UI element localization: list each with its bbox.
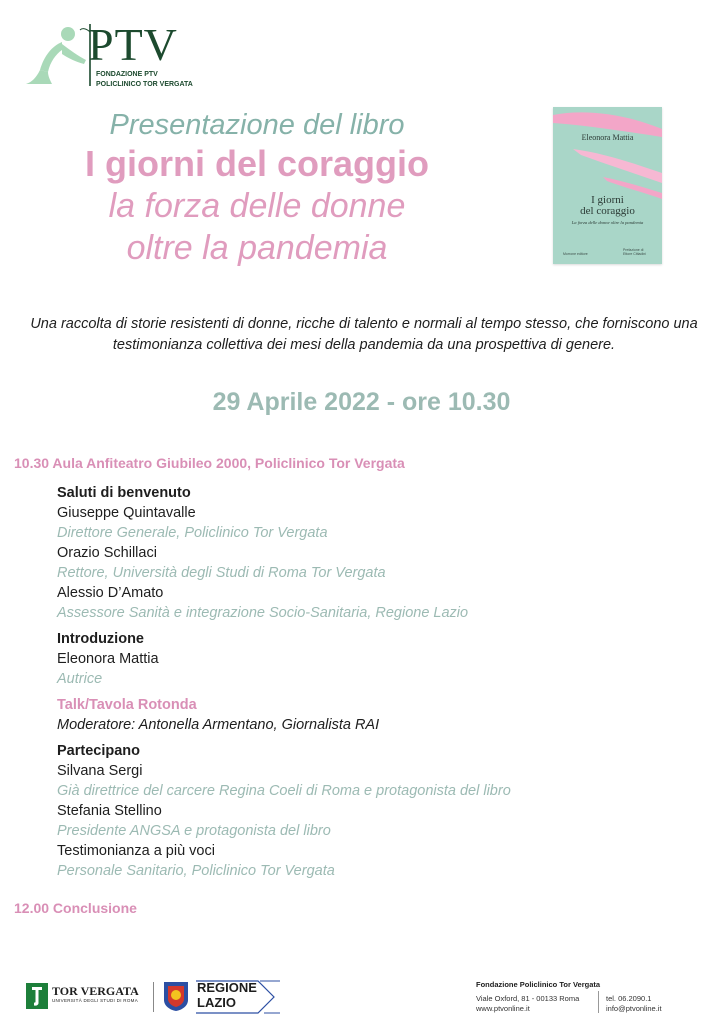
ptv-logo-figure-icon xyxy=(22,20,94,92)
section-heading: Partecipano xyxy=(57,743,140,759)
speaker-name: Silvana Sergi xyxy=(57,763,143,779)
footer-address: Viale Oxford, 81 - 00133 Roma xyxy=(476,994,580,1003)
book-cover-title-2: del coraggio xyxy=(580,205,635,217)
talk-heading: Talk/Tavola Rotonda xyxy=(57,697,197,713)
book-cover-title-1: I giorni xyxy=(591,194,624,206)
book-cover-author: Eleonora Mattia xyxy=(581,133,634,142)
speaker-name: Testimonianza a più voci xyxy=(57,843,215,859)
book-cover-publisher: Morrone editore xyxy=(563,252,588,256)
event-location: 10.30 Aula Anfiteatro Giubileo 2000, Policlinico Tor Vergata xyxy=(14,455,405,471)
footer-website[interactable]: www.ptvonline.it xyxy=(476,1004,530,1013)
petal-illustration-icon xyxy=(553,107,662,264)
regione-lazio-text-1: REGIONE xyxy=(197,980,257,995)
ptv-logo-text: PTV xyxy=(88,19,178,70)
ptv-logo-subtitle-2: POLICLINICO TOR VERGATA xyxy=(96,81,193,88)
tor-vergata-name: TOR VERGATA xyxy=(52,984,139,998)
speaker-role: Assessore Sanità e integrazione Socio-Sanitaria, Regione Lazio xyxy=(57,605,469,621)
speaker-name: Alessio D’Amato xyxy=(57,585,164,601)
section-heading: Introduzione xyxy=(57,631,144,647)
presentation-heading: Presentazione del libro xyxy=(109,109,405,141)
conclusion: 12.00 Conclusione xyxy=(14,900,137,916)
footer-divider xyxy=(153,982,154,1012)
footer-org: Fondazione Policlinico Tor Vergata xyxy=(476,980,601,989)
section-heading: Saluti di benvenuto xyxy=(57,485,191,501)
moderator: Moderatore: Antonella Armentano, Giornalista RAI xyxy=(57,717,380,733)
footer-phone: tel. 06.2090.1 xyxy=(606,994,652,1003)
speaker-name: Stefania Stellino xyxy=(57,803,162,819)
regione-lazio-emblem-icon xyxy=(161,980,191,1012)
book-subtitle-line-1: la forza delle donne xyxy=(108,187,406,225)
ptv-logo-subtitle: FONDAZIONE PTV xyxy=(96,71,158,78)
regione-lazio-text-2: LAZIO xyxy=(197,995,236,1010)
tor-vergata-subtitle: UNIVERSITÀ DEGLI STUDI DI ROMA xyxy=(52,998,139,1003)
speaker-role: Personale Sanitario, Policlinico Tor Vergata xyxy=(57,863,335,879)
speaker-name: Orazio Schillaci xyxy=(57,545,157,561)
speaker-role: Già direttrice del carcere Regina Coeli di Roma e protagonista del libro xyxy=(57,783,511,799)
speaker-role: Rettore, Università degli Studi di Roma Tor Vergata xyxy=(57,565,386,581)
book-cover-subtitle: La forza delle donne oltre la pandemia xyxy=(571,220,644,225)
event-date: 29 Aprile 2022 - ore 10.30 xyxy=(212,388,511,416)
speaker-name: Eleonora Mattia xyxy=(57,651,159,667)
book-title: I giorni del coraggio xyxy=(84,143,430,184)
program xyxy=(57,483,697,881)
speaker-name: Giuseppe Quintavalle xyxy=(57,505,196,521)
speaker-role: Autrice xyxy=(57,671,103,687)
speaker-role: Direttore Generale, Policlinico Tor Vergata xyxy=(57,525,328,541)
book-cover-preface-1: Prefazione di xyxy=(623,248,644,252)
tor-vergata-logo-icon xyxy=(26,983,48,1009)
footer-contact-divider xyxy=(598,991,599,1013)
book-subtitle-line-2: oltre la pandemia xyxy=(126,229,388,267)
book-cover xyxy=(553,107,662,264)
intro-paragraph: Una raccolta di storie resistenti di donne, ricche di talento e normali al tempo stesso, che forniscono una testimonianza collettiva dei mesi della pandemia da una prospettiva di genere. xyxy=(30,316,698,353)
book-cover-preface-2: Ettore Cittadini xyxy=(623,252,646,256)
speaker-role: Presidente ANGSA e protagonista del libro xyxy=(57,823,331,839)
footer-email[interactable]: info@ptvonline.it xyxy=(606,1004,662,1013)
book-cover-preface xyxy=(623,248,646,256)
